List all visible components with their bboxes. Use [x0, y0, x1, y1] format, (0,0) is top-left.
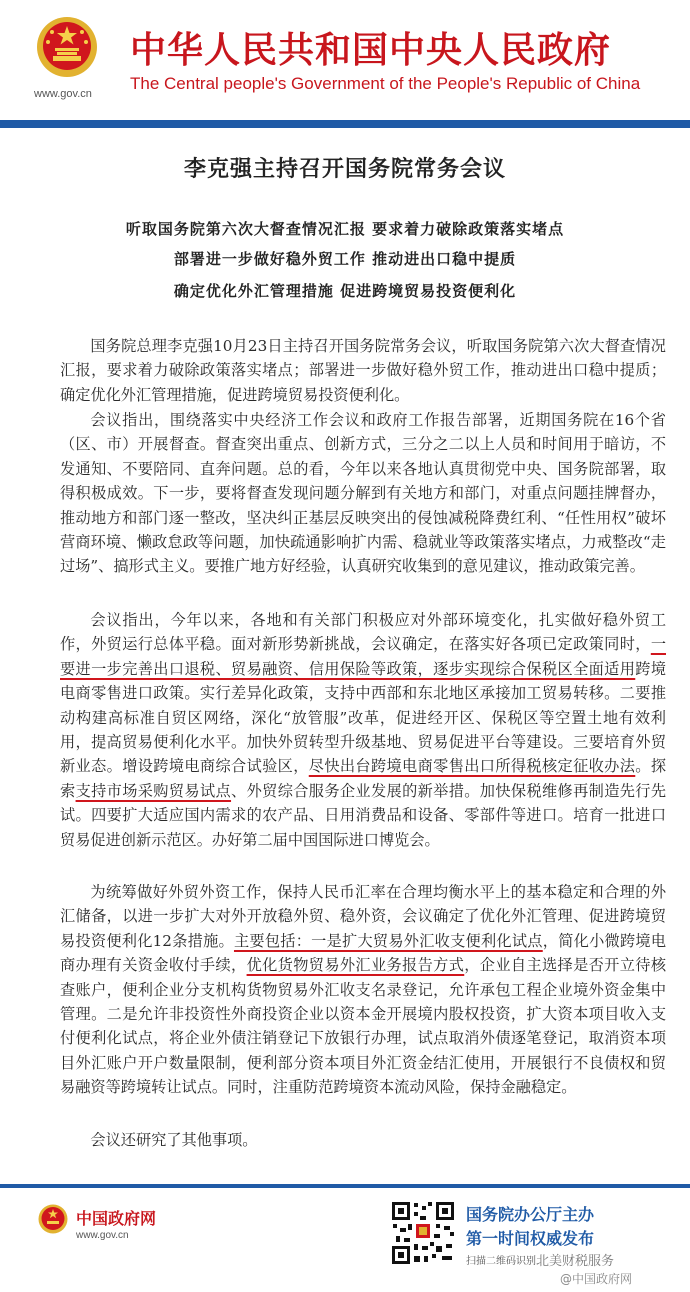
footer-site-url[interactable]: www.gov.cn — [76, 1230, 129, 1241]
article-subtitle-1: 听取国务院第六次大督查情况汇报 要求着力破除政策落实堵点 — [125, 220, 565, 238]
footer-divider — [0, 1184, 690, 1188]
footer-organizer: 国务院办公厅主办 — [466, 1205, 595, 1224]
paragraph-3-text-b: 跨境电商零售进口政策。实行差异化政策，支持中西部和东北地区承接加工贸易转移。二要推动构建高标准自贸区网络，深化“放管服”改革，促进经开区、保税区等空置土地有效利用，提高贸易便利化水平。加快外贸转型升级基地、贸易促进平台等建设。三要培育外贸新业态。增设跨境电商综合试验区， — [60, 659, 667, 776]
site-title-chinese: 中华人民共和国中央人民政府 — [130, 30, 612, 71]
footer-scan-hint: 扫描二维码识别 — [466, 1256, 536, 1267]
watermark-source: @中国政府网 — [560, 1272, 633, 1286]
footer-slogan: 第一时间权威发布 — [466, 1229, 595, 1248]
site-title-english: The Central people's Government of the People's Republic of China — [130, 74, 641, 93]
paragraph-3-text-d: 、外贸综合服务企业发展的新举措。加快保税维修再制造先行先试。四要扩大适应国内需求的农产品、日用消费品和设备、零部件等进口。培育一批进口贸易促进创新示范区。办好第二届中国国际进口博览会。 — [60, 781, 667, 849]
paragraph-2: 会议指出，围绕落实中央经济工作会议和政府工作报告部署，近期国务院在16个省（区、市）开展督查。督查突出重点、创新方式，三分之二以上人员和时间用于暗访，不发通知、不要陪同、直奔问题。总的看，今年以来各地认真贯彻党中央、国务院部署，取得积极成效。下一步，要将督查发现问题分解到有关地方和部门，对重点问题挂牌督办，推动地方和部门逐一整改，坚决纠正基层反映突出的侵蚀减税降费红利、“任性用权”破坏营商环境、懒政怠政等问题，加快疏通影响扩内需、稳就业等政策落实堵点，力戒整改“走过场”、搞形式主义。要推广地方好经验，认真研究收集到的意见建议，推动政策完善。 — [60, 411, 666, 576]
page-header — [0, 0, 690, 118]
paragraph-3-text-a: 会议指出，今年以来，各地和有关部门积极应对外部环境变化，扎实做好稳外贸工作，外贸运行总体平稳。面对新形势新挑战，会议确定，在落实好各项已定政策同时， — [60, 611, 666, 654]
paragraph-4-text-b: ，简化小微跨境电商办理有关资金收付手续， — [60, 931, 667, 975]
paragraph-4-text-a: 为统筹做好外贸外资工作，保持人民币汇率在合理均衡水平上的基本稳定和合理的外汇储备，以进一步扩大对外开放稳外贸、稳外资，会议确定了优化外汇管理、促进跨境贸易投资便利化12条措施。 — [60, 883, 666, 950]
qr-code-icon[interactable] — [390, 1200, 456, 1266]
paragraph-3-text-c: 。探索 — [60, 757, 667, 800]
footer-emblem-icon — [38, 1204, 68, 1234]
paragraph-4-text-c: ，企业自主选择是否开立待核查账户，便利企业分支机构货物贸易外汇收支名录登记，允许承包工程企业境外资金集中管理。二是允许非投资性外商投资企业以资本金开展境内股权投资，扩大资本项目收入支付便利化试点，将企业外债注销登记下放银行办理，试点取消外债逐笔登记，取消资本项目外汇账户开户数量限制，便利部分资本项目外汇资金结汇使用，开展银行不良债权和贸易融资等跨境转让试点。同时，注重防范跨境资本流动风险，保持金融稳定。 — [60, 956, 667, 1097]
national-emblem-icon — [36, 16, 98, 78]
paragraph-5: 会议还研究了其他事项。 — [90, 1131, 258, 1149]
highlight-cross-border-ecommerce-tax: 尽快出台跨境电商零售出口所得税核定征收办法 — [308, 757, 636, 776]
article-subtitle-2: 部署进一步做好稳外贸工作 推动进出口稳中提质 — [173, 250, 517, 268]
highlight-trade-forex-pilot: 主要包括：一是扩大贸易外汇收支便利化试点 — [233, 931, 543, 950]
watermark-account: 北美财税服务 — [536, 1254, 615, 1269]
header-divider — [0, 120, 690, 128]
paragraph-3 — [60, 608, 666, 852]
highlight-export-tax-rebate: 一要进一步完善出口退税、贸易融资、信用保险等政策，逐步实现综合保税区全面适用 — [60, 635, 666, 678]
site-url[interactable]: www.gov.cn — [34, 88, 92, 100]
footer-site-name[interactable]: 中国政府网 — [76, 1209, 157, 1228]
highlight-report-method: 优化货物贸易外汇业务报告方式 — [246, 956, 465, 975]
article-subtitle-3: 确定优化外汇管理措施 促进跨境贸易投资便利化 — [173, 282, 517, 300]
paragraph-4 — [60, 880, 666, 1100]
article-headline: 李克强主持召开国务院常务会议 — [183, 157, 506, 182]
highlight-market-procurement: 支持市场采购贸易试点 — [75, 781, 232, 800]
paragraph-1: 国务院总理李克强10月23日主持召开国务院常务会议，听取国务院第六次大督查情况汇报，要求着力破除政策落实堵点；部署进一步做好稳外贸工作，推动进出口稳中提质；确定优化外汇管理措施，促进跨境贸易投资便利化。 — [60, 337, 666, 404]
